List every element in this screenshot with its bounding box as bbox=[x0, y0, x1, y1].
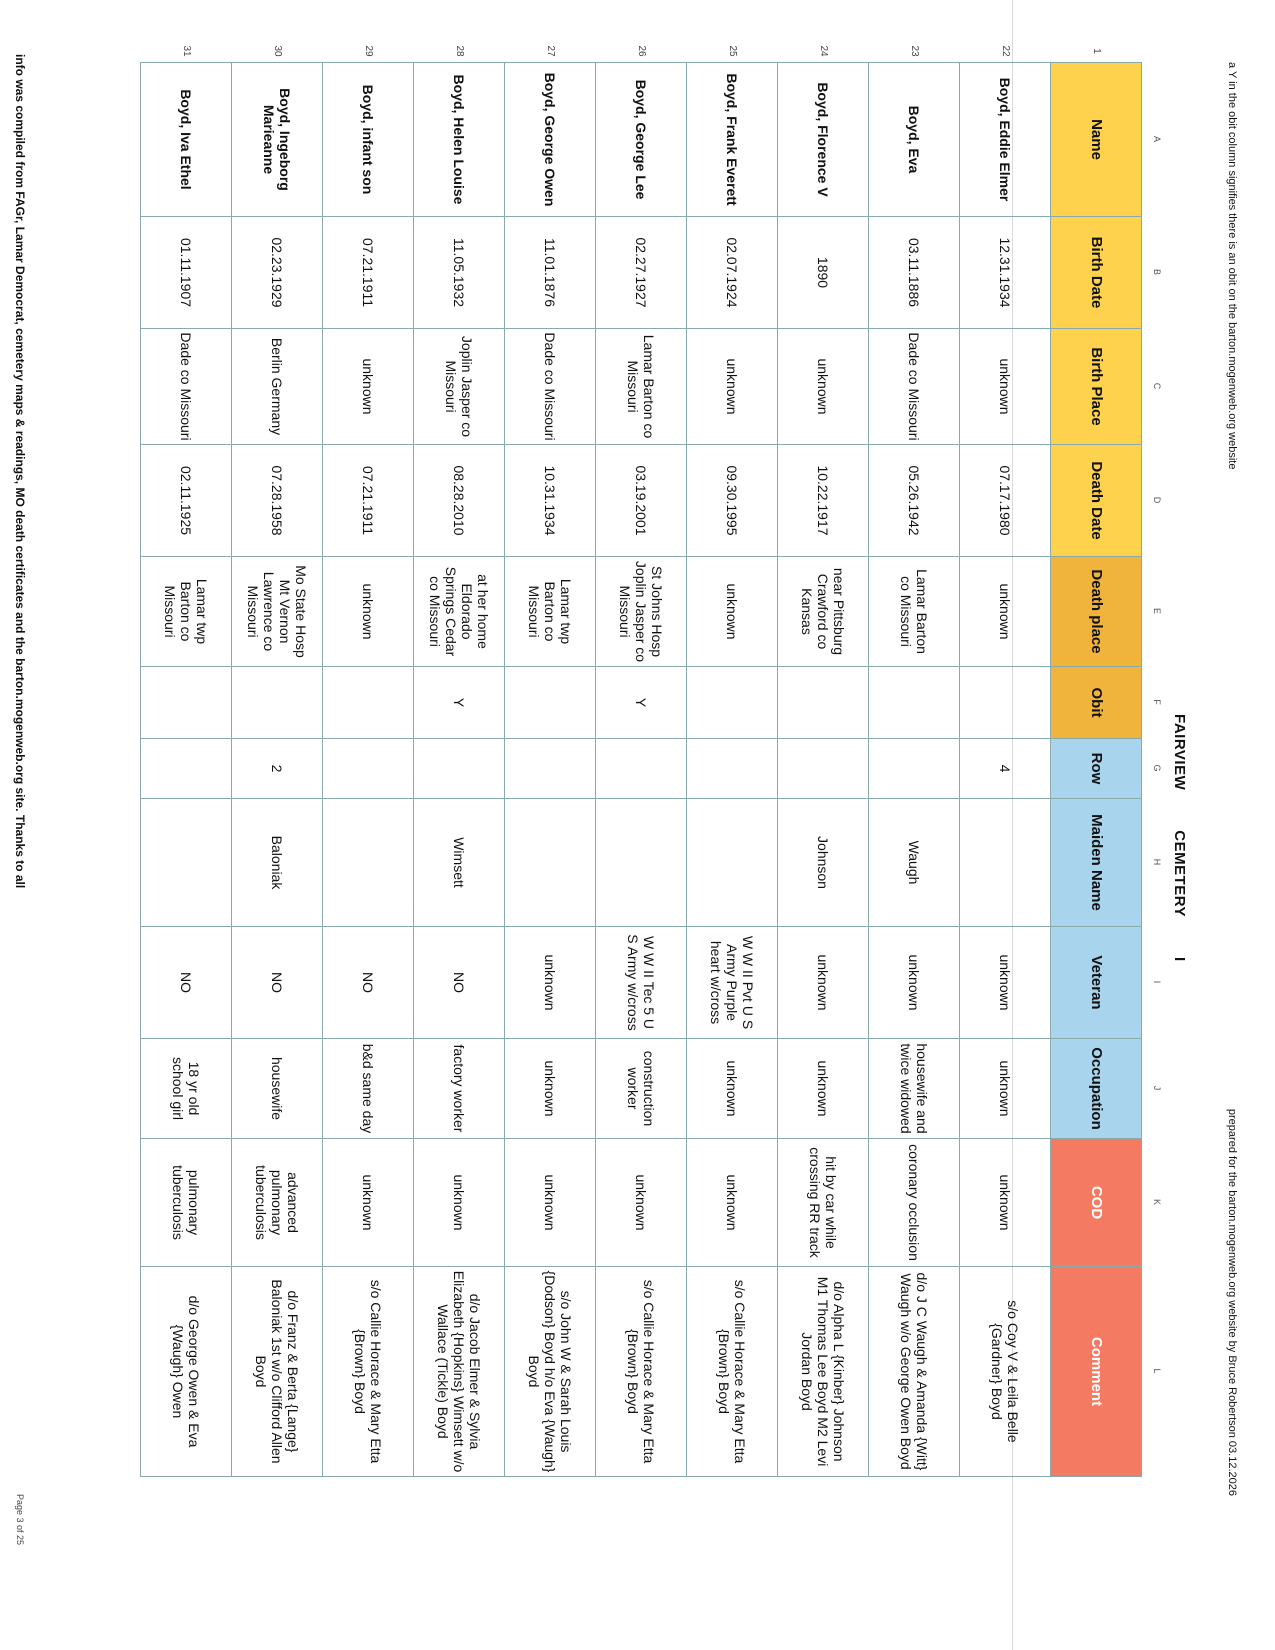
cell-maiden-name bbox=[960, 799, 1051, 927]
row-number: 1 bbox=[1091, 48, 1102, 54]
column-letter: F bbox=[1152, 699, 1162, 705]
cell-name: Boyd, Eddie Elmer bbox=[960, 63, 1051, 217]
cell-death-date: 02.11.1925 bbox=[141, 445, 232, 557]
cell-birth-date: 07.21.1911 bbox=[323, 217, 414, 329]
cell-name: Boyd, infant son bbox=[323, 63, 414, 217]
column-letter: L bbox=[1152, 1368, 1162, 1374]
row-number: 26 bbox=[636, 45, 647, 57]
cell-cod: unknown bbox=[505, 1139, 596, 1267]
cell-death-date: 08.28.2010 bbox=[414, 445, 505, 557]
table-row bbox=[323, 63, 414, 1477]
cell-veteran: unknown bbox=[505, 927, 596, 1039]
table-row bbox=[687, 63, 778, 1477]
cell-cod: unknown bbox=[414, 1139, 505, 1267]
cell-cod: unknown bbox=[323, 1139, 414, 1267]
cell-death-place: Lamar twp Barton co Missouri bbox=[505, 557, 596, 667]
cell-name: Boyd, Frank Everett bbox=[687, 63, 778, 217]
cell-birth-place: Berlin Germany bbox=[232, 329, 323, 445]
cell-veteran: unknown bbox=[960, 927, 1051, 1039]
cell-death-place: unknown bbox=[323, 557, 414, 667]
cell-maiden-name bbox=[323, 799, 414, 927]
header-birth-date: Birth Date bbox=[1051, 217, 1142, 329]
cell-cod: unknown bbox=[960, 1139, 1051, 1267]
cell-birth-date: 1890 bbox=[778, 217, 869, 329]
column-letters bbox=[1142, 62, 1162, 1476]
cell-name: Boyd, Iva Ethel bbox=[141, 63, 232, 217]
cell-death-date: 07.21.1911 bbox=[323, 445, 414, 557]
header-death-date: Death Date bbox=[1051, 445, 1142, 557]
column-letter: K bbox=[1152, 1198, 1162, 1205]
cell-death-place: at her home Eldorado Springs Cedar co Missouri bbox=[414, 557, 505, 667]
cell-death-date: 10.31.1934 bbox=[505, 445, 596, 557]
header-veteran: Veteran bbox=[1051, 927, 1142, 1039]
cell-death-date: 10.22.1917 bbox=[778, 445, 869, 557]
row-number: 28 bbox=[454, 45, 465, 57]
cell-comment: s/o Callie Horace & Mary Etta {Brown} Boyd bbox=[323, 1267, 414, 1477]
cell-death-place: Lamar Barton co Missouri bbox=[869, 557, 960, 667]
cell-obit bbox=[778, 667, 869, 739]
cell-row bbox=[869, 739, 960, 799]
column-letter: H bbox=[1152, 858, 1162, 866]
table-row bbox=[596, 63, 687, 1477]
cell-row bbox=[687, 739, 778, 799]
header-obit: Obit bbox=[1051, 667, 1142, 739]
title-word: CEMETERY bbox=[1171, 830, 1188, 918]
cell-occupation: unknown bbox=[960, 1039, 1051, 1139]
cell-death-place: Lamar twp Barton co Missouri bbox=[141, 557, 232, 667]
row-number: 22 bbox=[1000, 45, 1011, 57]
cell-veteran: unknown bbox=[778, 927, 869, 1039]
cell-obit bbox=[960, 667, 1051, 739]
cell-comment: s/o Coy V & Leila Belle {Gardner} Boyd bbox=[960, 1267, 1051, 1477]
column-letter: B bbox=[1152, 268, 1162, 275]
cell-birth-place: Lamar Barton co Missouri bbox=[596, 329, 687, 445]
cell-maiden-name bbox=[596, 799, 687, 927]
cell-death-place: near Pittsburg Crawford co Kansas bbox=[778, 557, 869, 667]
column-letter: I bbox=[1152, 980, 1162, 984]
cell-row bbox=[141, 739, 232, 799]
cell-comment: s/o Callie Horace & Mary Etta {Brown} Boyd bbox=[596, 1267, 687, 1477]
table-row bbox=[505, 63, 596, 1477]
cell-birth-date: 12.31.1934 bbox=[960, 217, 1051, 329]
row-number: 29 bbox=[363, 45, 374, 57]
cell-birth-date: 03.11.1886 bbox=[869, 217, 960, 329]
row-number: 30 bbox=[272, 45, 283, 57]
header-comment: Comment bbox=[1051, 1267, 1142, 1477]
header-death-place: Death place bbox=[1051, 557, 1142, 667]
cell-occupation: 18 yr old school girl bbox=[141, 1039, 232, 1139]
cell-birth-date: 11.01.1876 bbox=[505, 217, 596, 329]
cell-row bbox=[596, 739, 687, 799]
cell-occupation: b&d same day bbox=[323, 1039, 414, 1139]
cell-comment: d/o Alpha L {Kinber} Johnson M1 Thomas Lee Boyd M2 Levi Jordan Boyd bbox=[778, 1267, 869, 1477]
cell-veteran: W W II Tec 5 U S Army w/cross bbox=[596, 927, 687, 1039]
footer-credits: info was compiled from FAGr, Lamar Democrat, cemetery maps & readings, MO death certificates and the barton.mogenweb.org site. Thanks to all bbox=[13, 54, 27, 889]
cell-birth-place: Dade co Missouri bbox=[141, 329, 232, 445]
column-letter: C bbox=[1152, 382, 1162, 390]
row-number: 27 bbox=[545, 45, 556, 57]
cell-birth-place: unknown bbox=[323, 329, 414, 445]
table-row bbox=[778, 63, 869, 1477]
table-body bbox=[141, 63, 1051, 1477]
obit-note: a Y in the obit column signifies there is an obit on the barton.mogenweb.org website bbox=[1226, 62, 1238, 470]
cell-death-date: 05.26.1942 bbox=[869, 445, 960, 557]
cell-birth-place: Dade co Missouri bbox=[505, 329, 596, 445]
cell-comment: s/o Callie Horace & Mary Etta {Brown} Boyd bbox=[687, 1267, 778, 1477]
cell-occupation: unknown bbox=[505, 1039, 596, 1139]
cell-name: Boyd, Helen Louise bbox=[414, 63, 505, 217]
cell-name: Boyd, George Lee bbox=[596, 63, 687, 217]
cell-veteran: NO bbox=[232, 927, 323, 1039]
cell-birth-place: unknown bbox=[960, 329, 1051, 445]
cell-obit bbox=[323, 667, 414, 739]
cell-occupation: construction worker bbox=[596, 1039, 687, 1139]
cell-row bbox=[505, 739, 596, 799]
cell-birth-place: Dade co Missouri bbox=[869, 329, 960, 445]
cell-obit bbox=[505, 667, 596, 739]
cell-cod: advanced pulmonary tuberculosis bbox=[232, 1139, 323, 1267]
cell-obit: Y bbox=[596, 667, 687, 739]
row-number: 23 bbox=[909, 45, 920, 57]
table-row bbox=[414, 63, 505, 1477]
row-number: 24 bbox=[818, 45, 829, 57]
cell-row bbox=[414, 739, 505, 799]
cell-name: Boyd, Florence V bbox=[778, 63, 869, 217]
cell-maiden-name: Baloniak bbox=[232, 799, 323, 927]
header-cod: COD bbox=[1051, 1139, 1142, 1267]
cell-cod: hit by car while crossing RR track bbox=[778, 1139, 869, 1267]
cell-birth-date: 01.11.1907 bbox=[141, 217, 232, 329]
column-letter: G bbox=[1152, 764, 1162, 772]
cell-veteran: NO bbox=[141, 927, 232, 1039]
header-birth-place: Birth Place bbox=[1051, 329, 1142, 445]
cell-death-date: 03.19.2001 bbox=[596, 445, 687, 557]
header-occupation: Occupation bbox=[1051, 1039, 1142, 1139]
cell-death-date: 09.30.1995 bbox=[687, 445, 778, 557]
cemetery-table bbox=[140, 62, 1142, 1477]
column-letter: D bbox=[1152, 496, 1162, 504]
cell-veteran: W W II Pvt U S Army Purple heart w/cross bbox=[687, 927, 778, 1039]
table-row bbox=[869, 63, 960, 1477]
cell-death-date: 07.17.1980 bbox=[960, 445, 1051, 557]
cell-birth-date: 11.05.1932 bbox=[414, 217, 505, 329]
cell-obit bbox=[141, 667, 232, 739]
cell-occupation: unknown bbox=[778, 1039, 869, 1139]
prepared-by: prepared for the barton.mogenweb.org website by Bruce Robertson 03.12.2026 bbox=[1226, 1108, 1238, 1496]
cell-occupation: housewife and twice widowed bbox=[869, 1039, 960, 1139]
cell-cod: unknown bbox=[596, 1139, 687, 1267]
row-number: 25 bbox=[727, 45, 738, 57]
cell-maiden-name bbox=[141, 799, 232, 927]
cell-occupation: unknown bbox=[687, 1039, 778, 1139]
cell-maiden-name: Wimsett bbox=[414, 799, 505, 927]
cell-name: Boyd, George Owen bbox=[505, 63, 596, 217]
header-maiden-name: Maiden Name bbox=[1051, 799, 1142, 927]
cell-death-place: unknown bbox=[687, 557, 778, 667]
cell-occupation: factory worker bbox=[414, 1039, 505, 1139]
header-row-col: Row bbox=[1051, 739, 1142, 799]
header-row bbox=[1051, 63, 1142, 1477]
cell-name: Boyd, Eva bbox=[869, 63, 960, 217]
page-number: Page 3 of 25 bbox=[15, 1494, 25, 1546]
cell-comment: d/o Franz & Berta {Lange} Baloniak 1st w/o Clifford Allen Boyd bbox=[232, 1267, 323, 1477]
cell-veteran: NO bbox=[414, 927, 505, 1039]
cell-cod: pulmonary tuberculosis bbox=[141, 1139, 232, 1267]
row-numbers bbox=[141, 40, 1142, 62]
table-row bbox=[960, 63, 1051, 1477]
cell-obit bbox=[232, 667, 323, 739]
cell-birth-place: unknown bbox=[778, 329, 869, 445]
cell-cod: unknown bbox=[687, 1139, 778, 1267]
cell-maiden-name: Johnson bbox=[778, 799, 869, 927]
cell-obit: Y bbox=[414, 667, 505, 739]
cell-comment: d/o J C Waugh & Amanda {Witt} Waugh w/o George Owen Boyd bbox=[869, 1267, 960, 1477]
cell-row bbox=[323, 739, 414, 799]
cell-comment: s/o John W & Sarah Louis {Dodson} Boyd h/o Eva {Waugh} Boyd bbox=[505, 1267, 596, 1477]
cell-birth-place: unknown bbox=[687, 329, 778, 445]
cell-obit bbox=[687, 667, 778, 739]
title-word: I bbox=[1171, 957, 1188, 962]
column-letter: A bbox=[1152, 135, 1162, 142]
cell-comment: d/o Jacob Elmer & Sylvia Elizabeth {Hopkins} Wimsett w/o Wallace (Tickle) Boyd bbox=[414, 1267, 505, 1477]
column-letter: J bbox=[1152, 1085, 1162, 1091]
cell-name: Boyd, Ingeborg Marieanne bbox=[232, 63, 323, 217]
cell-row: 2 bbox=[232, 739, 323, 799]
rotated-page bbox=[0, 14, 1240, 1574]
cell-death-date: 07.28.1958 bbox=[232, 445, 323, 557]
cell-veteran: NO bbox=[323, 927, 414, 1039]
cell-birth-date: 02.27.1927 bbox=[596, 217, 687, 329]
cell-obit bbox=[869, 667, 960, 739]
page-title bbox=[1171, 714, 1188, 1002]
cell-birth-place: Joplin Jasper co Missouri bbox=[414, 329, 505, 445]
cell-maiden-name bbox=[505, 799, 596, 927]
header-name: Name bbox=[1051, 63, 1142, 217]
cell-death-place: St Johns Hosp Joplin Jasper co Missouri bbox=[596, 557, 687, 667]
title-word: FAIRVIEW bbox=[1171, 714, 1188, 791]
cell-occupation: housewife bbox=[232, 1039, 323, 1139]
cell-death-place: Mo State Hosp Mt Vernon Lawrence co Missouri bbox=[232, 557, 323, 667]
cell-comment: d/o George Owen & Eva {Waugh} Owen bbox=[141, 1267, 232, 1477]
cell-veteran: unknown bbox=[869, 927, 960, 1039]
cell-birth-date: 02.07.1924 bbox=[687, 217, 778, 329]
cell-maiden-name bbox=[687, 799, 778, 927]
cell-birth-date: 02.23.1929 bbox=[232, 217, 323, 329]
row-number: 31 bbox=[181, 45, 192, 57]
cell-death-place: unknown bbox=[960, 557, 1051, 667]
cell-row bbox=[778, 739, 869, 799]
cell-cod: coronary occlusion bbox=[869, 1139, 960, 1267]
column-letter: E bbox=[1152, 607, 1162, 614]
cell-row: 4 bbox=[960, 739, 1051, 799]
cell-maiden-name: Waugh bbox=[869, 799, 960, 927]
table-row bbox=[141, 63, 232, 1477]
table-row bbox=[232, 63, 323, 1477]
